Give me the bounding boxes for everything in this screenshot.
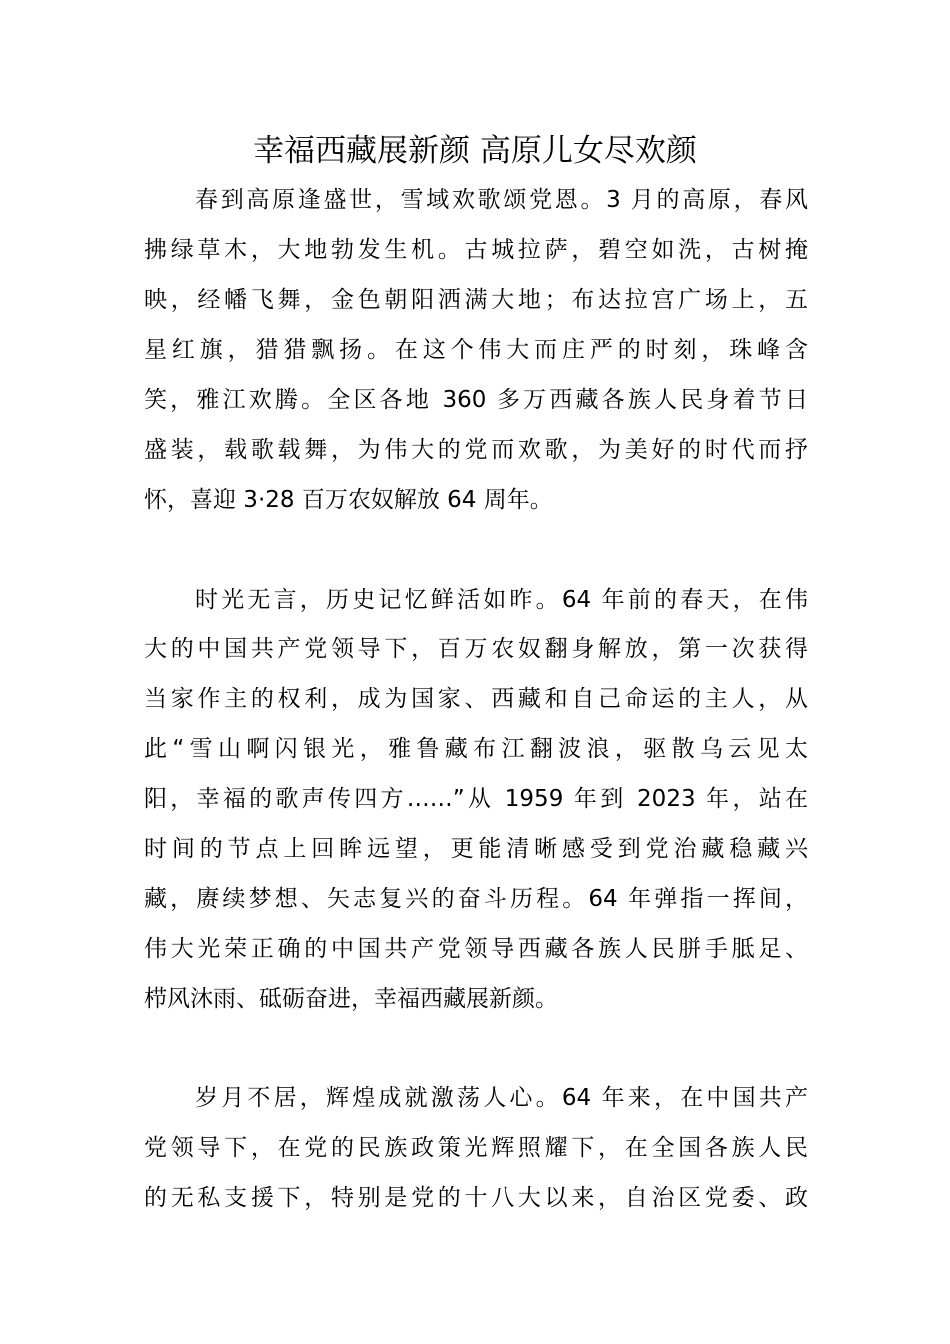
paragraph-1-line-7: 怀，喜迎 3·28 百万农奴解放 64 周年。 xyxy=(144,487,553,513)
paragraph-3-line-3: 的无私支援下，特别是党的十八大以来，自治区党委、政 xyxy=(144,1185,808,1211)
document-title: 幸福西藏展新颜 高原儿女尽欢颜 xyxy=(253,133,697,169)
paragraph-2-line-5: 阳，幸福的歌声传四方……”从 1959 年到 2023 年，站在 xyxy=(144,786,808,812)
paragraph-1-line-2: 拂绿草木，大地勃发生机。古城拉萨，碧空如洗，古树掩 xyxy=(144,237,808,263)
paragraph-1-line-1: 春到高原逢盛世，雪域欢歌颂党恩。3 月的高原，春风 xyxy=(195,187,808,213)
paragraph-3-line-1: 岁月不居，辉煌成就激荡人心。64 年来，在中国共产 xyxy=(195,1085,808,1111)
paragraph-2-line-7: 藏，赓续梦想、矢志复兴的奋斗历程。64 年弹指一挥间， xyxy=(144,886,808,912)
paragraph-1-line-4: 星红旗，猎猎飘扬。在这个伟大而庄严的时刻，珠峰含 xyxy=(144,337,808,363)
paragraph-2-line-9: 栉风沐雨、砥砺奋进，幸福西藏展新颜。 xyxy=(144,986,558,1012)
paragraph-2-line-6: 时间的节点上回眸远望，更能清晰感受到党治藏稳藏兴 xyxy=(144,836,808,862)
paragraph-2-line-3: 当家作主的权利，成为国家、西藏和自己命运的主人，从 xyxy=(144,686,808,712)
paragraph-1-line-5: 笑，雅江欢腾。全区各地 360 多万西藏各族人民身着节日 xyxy=(144,387,808,413)
paragraph-3-line-2: 党领导下，在党的民族政策光辉照耀下，在全国各族人民 xyxy=(144,1135,808,1161)
paragraph-2-line-8: 伟大光荣正确的中国共产党领导西藏各族人民胼手胝足、 xyxy=(144,936,808,962)
paragraph-2-line-4: 此“雪山啊闪银光，雅鲁藏布江翻波浪，驱散乌云见太 xyxy=(144,736,808,762)
paragraph-2-line-2: 大的中国共产党领导下，百万农奴翻身解放，第一次获得 xyxy=(144,636,808,662)
paragraph-1-line-3: 映，经幡飞舞，金色朝阳洒满大地；布达拉宫广场上，五 xyxy=(144,287,808,313)
paragraph-2-line-1: 时光无言，历史记忆鲜活如昨。64 年前的春天，在伟 xyxy=(195,587,808,613)
paragraph-1-line-6: 盛装，载歌载舞，为伟大的党而欢歌，为美好的时代而抒 xyxy=(144,437,808,463)
